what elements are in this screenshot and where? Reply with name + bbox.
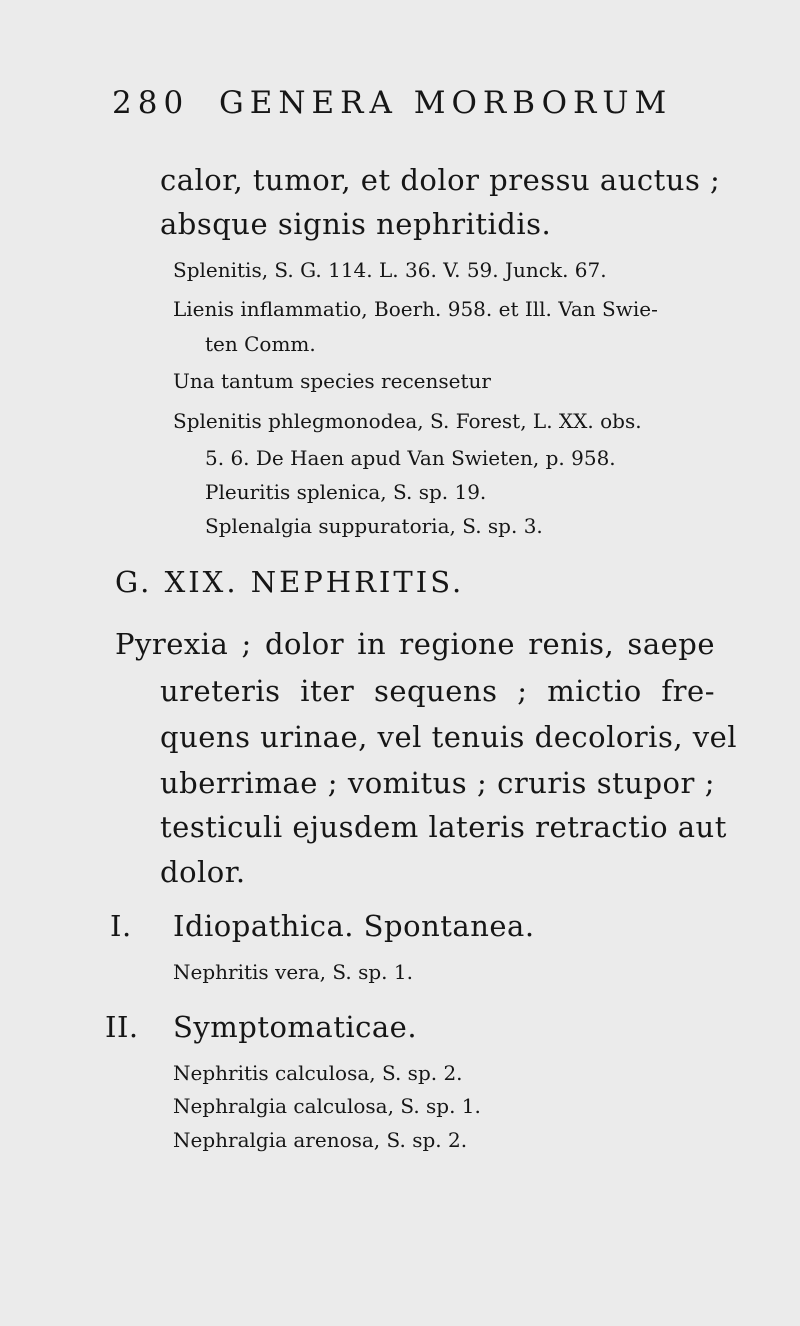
- species-number: I.: [110, 909, 132, 943]
- running-title: GENERA MORBORUM: [219, 85, 673, 121]
- reference-line: Nephritis calculosa, S. sp. 2.: [173, 1061, 463, 1085]
- genus-heading: G. XIX. NEPHRITIS.: [115, 565, 465, 599]
- definition-line: ureteris iter sequens ; mictio fre-: [160, 674, 715, 708]
- reference-line: Nephralgia calculosa, S. sp. 1.: [173, 1094, 481, 1118]
- species-label: Symptomaticae.: [173, 1010, 418, 1044]
- reference-line: Una tantum species recensetur: [173, 369, 491, 393]
- species-number: II.: [105, 1010, 139, 1044]
- text-line: calor, tumor, et dolor pressu auctus ;: [160, 163, 721, 197]
- reference-line: Splenalgia suppuratoria, S. sp. 3.: [205, 514, 543, 538]
- text-line: absque signis nephritidis.: [160, 207, 552, 241]
- reference-line: Splenitis phlegmonodea, S. Forest, L. XX. obs.: [173, 409, 642, 433]
- reference-line: ten Comm.: [205, 332, 316, 356]
- reference-line: Nephritis vera, S. sp. 1.: [173, 960, 413, 984]
- reference-line: Pleuritis splenica, S. sp. 19.: [205, 480, 487, 504]
- reference-line: Lienis inflammatio, Boerh. 958. et Ill. Van Swie-: [173, 297, 658, 321]
- definition-line: dolor.: [160, 855, 246, 889]
- definition-line: Pyrexia ; dolor in regione renis, saepe: [115, 627, 715, 661]
- species-label: Idiopathica. Spontanea.: [173, 909, 535, 943]
- reference-line: Splenitis, S. G. 114. L. 36. V. 59. Junck. 67.: [173, 258, 607, 282]
- definition-line: quens urinae, vel tenuis decoloris, vel: [160, 720, 738, 754]
- reference-line: Nephralgia arenosa, S. sp. 2.: [173, 1128, 468, 1152]
- reference-line: 5. 6. De Haen apud Van Swieten, p. 958.: [205, 446, 616, 470]
- definition-line: testiculi ejusdem lateris retractio aut: [160, 810, 727, 844]
- running-header: [112, 85, 714, 121]
- definition-line: uberrimae ; vomitus ; cruris stupor ;: [160, 766, 715, 800]
- page-number: 280: [112, 85, 190, 121]
